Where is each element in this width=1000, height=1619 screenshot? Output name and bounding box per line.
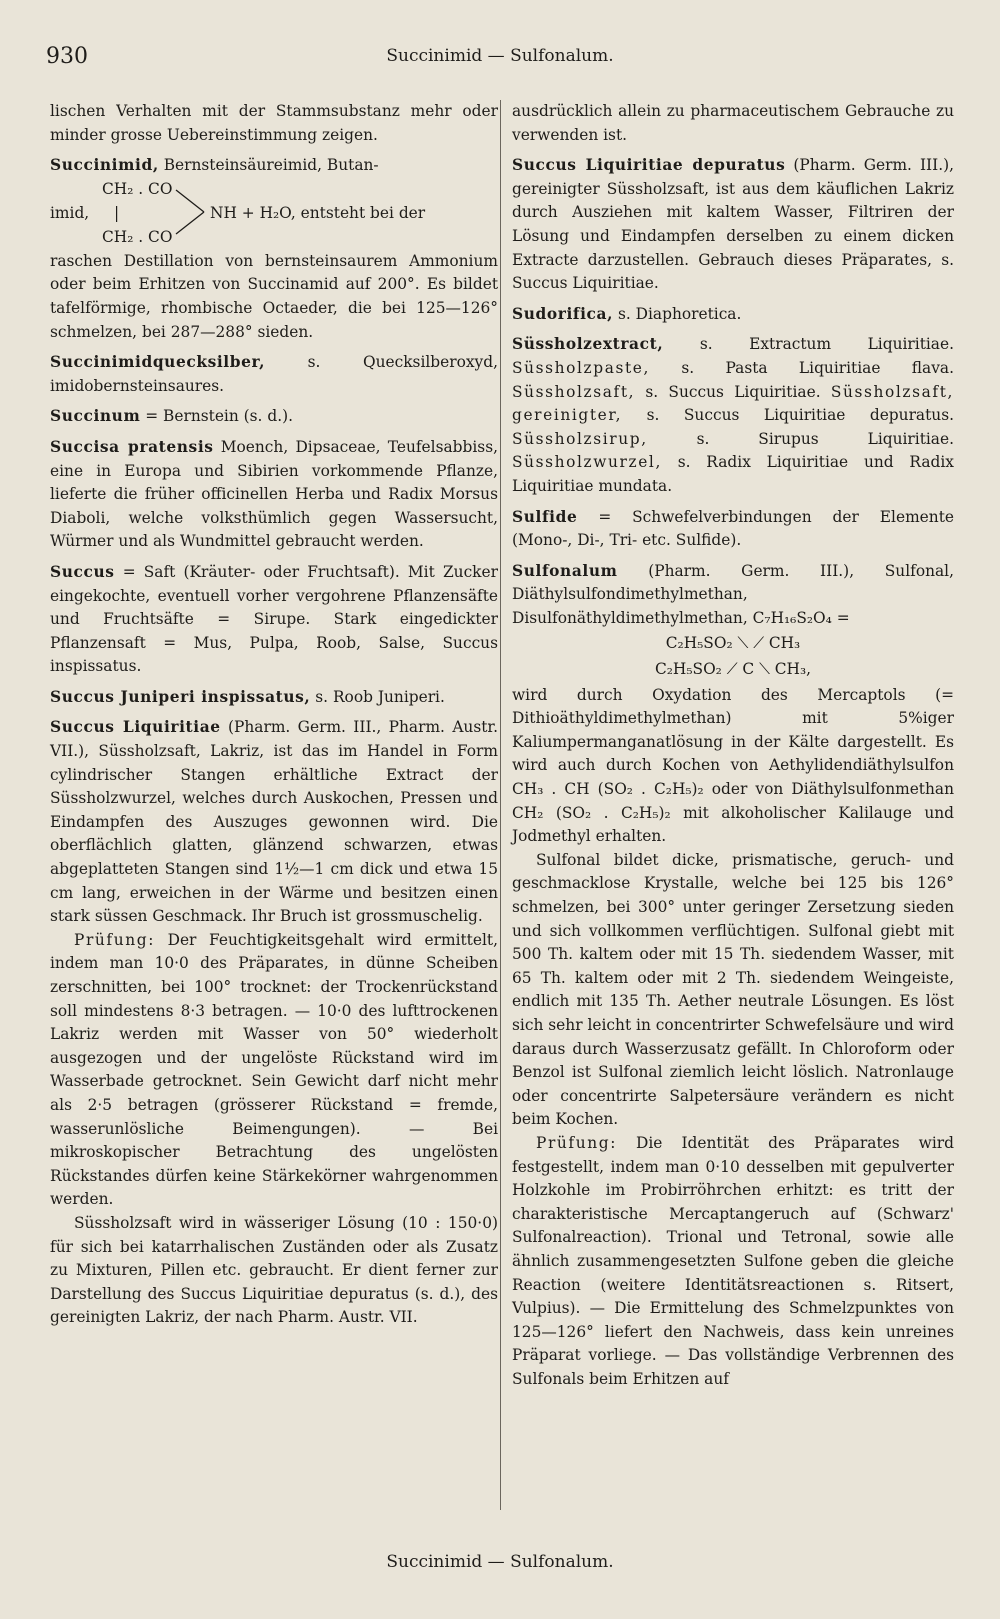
- entry-text: = Schwefelverbindungen der Elemente (Mono-, Di-, Tri- etc. Sulfide).: [512, 507, 954, 550]
- entry-text: s. Quecksilberoxyd, imidobernsteinsaures.: [50, 353, 498, 395]
- formula-top: CH₂ . CO: [102, 179, 173, 198]
- formula-imid: imid,: [50, 203, 90, 222]
- pruefung-text: Die Identität des Präparates wird festgestellt, indem man 0·10 desselben mit gepulverter Holzkohle im Probirröhrchen erhitzt: es tritt der charakteristische Mercaptangeruch auf (Schwarz' Sulfonalreaction). Trional und Tetronal, sowie alle ähnlich zusammengesetzten Sulfone geben die gleiche Reaction (weitere Identitätsreactionen s. Ritsert, Vulpius). — Die Ermittelung des Schmelzpunktes von 125—126° liefert den Nachweis, dass kein unreines Präparat vorliege. — Das vollständige Verbrennen des Sulfonals beim Erhitzen auf: [512, 1133, 954, 1388]
- page-footer: Succinimid — Sulfonalum.: [386, 1552, 614, 1572]
- column-divider: [500, 100, 501, 1510]
- usage-paragraph: Süssholzsaft wird in wässeriger Lösung (10 : 150·0) für sich bei katarrhalischen Zuständen oder als Zusatz zu Mixturen, Pillen etc. gebraucht. Er dient ferner zur Darstellung des Succus Liquiritiae depuratus (s. d.), des gereinigten Lakriz, der nach Pharm. Austr. VII.: [50, 1213, 498, 1327]
- entry-text: (Pharm. Germ. III.), gereinigter Süssholzsaft, ist aus dem käuflichen Lakriz durch Ausziehen mit kaltem Wasser, Filtriren der Lösung und Eindampfen derselben zu einem dicken Extracte darzustellen. Gebrauch dieses Präparates, s. Succus Liquiritiae.: [512, 156, 954, 293]
- sulfonal-description: Sulfonal bildet dicke, prismatische, geruch- und geschmacklose Krystalle, welche bei 125 bis 126° schmelzen, bei 300° unter geringer Zersetzung sieden und sich vollkommen verflüchtigen. Sulfonal giebt mit 500 Th. kaltem oder mit 15 Th. siedendem Wasser, mit 65 Th. kaltem oder mit 2 Th. siedendem Weingeiste, endlich mit 135 Th. Aether neutrale Lösungen. Es löst sich sehr leicht in concentrirter Schwefelsäure und wird daraus durch Wasserzusatz gefällt. In Chloroform oder Benzol ist Sulfonal ziemlich leicht löslich. Natronlauge oder concentrirte Salpetersäure verändern es nicht beim Kochen.: [512, 850, 954, 1129]
- pruefung-paragraph: [512, 1132, 954, 1392]
- formula-bottom: CH₂ . CO: [102, 227, 173, 246]
- cross-ref-text: s. Pasta Liquiritiae flava.: [681, 358, 954, 377]
- cross-ref-text: s. Succus Liquiritiae.: [645, 382, 821, 401]
- headword: Succisa pratensis: [50, 437, 214, 456]
- cross-ref-text: s. Radix Liquiritiae und Radix Liquiritiae mundata.: [512, 453, 954, 495]
- entry-succus-juniperi: [50, 686, 498, 710]
- left-column: [50, 100, 498, 1330]
- paragraph-continuation: lischen Verhalten mit der Stammsubstanz mehr oder minder grosse Uebereinstimmung zeigen.: [50, 102, 498, 144]
- entry-text: = Saft (Kräuter- oder Fruchtsaft). Mit Zucker eingekochte, eventuell vorher vergohrene Pflanzensäfte und Fruchtsäfte = Sirupe. Stark eingedickter Pflanzensaft = Mus, Pulpa, Roob, Salse, Succus inspissatus.: [50, 562, 498, 676]
- pruefung-label: Prüfung:: [74, 930, 155, 949]
- entry-text: s. Roob Juniperi.: [315, 687, 445, 706]
- headword: Succus Liquiritiae depuratus: [512, 156, 786, 175]
- cross-ref-term: Süssholzwurzel,: [512, 453, 662, 472]
- headword: Succus Juniperi inspissatus,: [50, 687, 311, 706]
- headword: Sulfide: [512, 507, 578, 526]
- entry-succinum: [50, 405, 498, 429]
- entry-succinimid: [50, 154, 498, 178]
- right-column: [512, 100, 954, 1391]
- page-header: [0, 40, 1000, 80]
- entry-succus: [50, 561, 498, 679]
- cross-ref-term: Süssholzpaste,: [512, 358, 650, 377]
- cross-ref-term: Süssholzsaft, gereinigter,: [512, 382, 954, 425]
- paragraph-continuation: ausdrücklich allein zu pharmaceutischem Gebrauche zu verwenden ist.: [512, 102, 954, 144]
- entry-text: Moench, Dipsaceae, Teufelsabbiss, eine in Europa und Sibirien vorkommende Pflanze, lieferte die früher officinellen Herba und Radix Morsus Diaboli, welche volksthümlich gegen Wassersucht, Würmer und als Wundmittel gebraucht werden.: [50, 437, 498, 551]
- cross-ref-term: Süssholzsaft,: [512, 382, 636, 401]
- cross-ref-text: s. Sirupus Liquiritiae.: [696, 429, 954, 448]
- entry-text: = Bernstein (s. d.).: [145, 407, 293, 426]
- headword: Sudorifica,: [512, 304, 614, 323]
- headword: Sulfonalum: [512, 561, 618, 580]
- entry-sulfonalum: [512, 560, 954, 631]
- formula-mid: NH + H₂O, entsteht bei der: [210, 203, 426, 222]
- pruefung-label: Prüfung:: [536, 1133, 617, 1152]
- succinimid-formula: [50, 178, 498, 250]
- headword: Succus: [50, 562, 115, 581]
- headword: Succinimidquecksilber,: [50, 353, 266, 372]
- sulfonal-formula-line-2: C₂H₅SO₂ ⟋ C ⟍ CH₃,: [654, 660, 812, 679]
- entry-text: raschen Destillation von bernsteinsaurem Ammonium oder beim Erhitzen von Succinamid auf 200°. Es bildet tafelförmige, rhombische Octaeder, die bei 125—126° schmelzen, bei 287—288° sieden.: [50, 251, 498, 341]
- entry-succus-liquiritiae-depuratus: [512, 154, 954, 296]
- entry-succisa: [50, 436, 498, 554]
- headword: Succus Liquiritiae: [50, 718, 221, 737]
- running-title: Succinimid — Sulfonalum.: [386, 46, 614, 66]
- entry-text: wird durch Oxydation des Mercaptols (= Dithioäthyldimethylmethan) mit 5%iger Kaliumpermanganatlösung in der Kälte dargestellt. Es wird auch durch Kochen von Aethylidendiäthylsulfon CH₃ . CH (SO₂ . C₂H₅)₂ oder von Diäthylsulfonmethan CH₂ (SO₂ . C₂H₅)₂ mit alkoholischer Kalilauge und Jodmethyl erhalten.: [512, 685, 954, 846]
- entry-text: s. Diaphoretica.: [617, 304, 742, 323]
- entry-text: (Pharm. Germ. III., Pharm. Austr. VII.), Süssholzsaft, Lakriz, ist das im Handel in Form cylindrischer Stangen erhältliche Extract der Süssholzwurzel, welches durch Auskochen, Pressen und Eindampfen des Auszuges gewonnen wird. Die oberflächlich glatten, glänzend schwarzen, etwas abgeplatteten Stangen sind 1½—1 cm dick und etwa 15 cm lang, erweichen in der Wärme und besitzen einen stark süssen Geschmack. Ihr Bruch ist grossmuschelig.: [50, 718, 498, 926]
- entry-sudorifica: [512, 303, 954, 327]
- entry-succus-liquiritiae: [50, 716, 498, 928]
- pruefung-paragraph: [50, 929, 498, 1212]
- headword: Succinimid,: [50, 156, 159, 175]
- entry-succinimidquecksilber: [50, 351, 498, 398]
- entry-text: s. Extractum Liquiritiae.: [699, 335, 954, 354]
- cross-ref-text: s. Succus Liquiritiae depuratus.: [646, 406, 954, 425]
- formula-bracket: [174, 188, 208, 238]
- entry-text: (Pharm. Germ. III.), Sulfonal, Diäthylsulfondimethylmethan, Disulfonäthyldimethylmethan, C₇H₁₆S₂O₄ =: [512, 561, 954, 627]
- formula-bar: |: [114, 203, 120, 222]
- entry-sulfide: [512, 506, 954, 553]
- entry-text: Bernsteinsäureimid, Butan-: [163, 156, 379, 175]
- headword: Süssholzextract,: [512, 335, 664, 354]
- sulfonal-formula-line-1: C₂H₅SO₂ ⟍ ⟋ CH₃: [665, 634, 801, 653]
- entry-suessholzextract: [512, 333, 954, 498]
- pruefung-text: Der Feuchtigkeitsgehalt wird ermittelt, indem man 10·0 des Präparates, in dünne Scheiben zerschnitten, bei 100° trocknet: der Trockenrückstand soll mindestens 8·3 betragen. — 10·0 des lufttrockenen Lakriz werden mit Wasser von 50° wiederholt ausgezogen und der ungelöste Rückstand wird im Wasserbade getrocknet. Sein Gewicht darf nicht mehr als 2·5 betragen (grösserer Rückstand = fremde, wasserunlösliche Beimengungen). — Bei mikroskopischer Betrachtung des ungelösten Rückstandes dürfen keine Stärkekörner wahrgenommen werden.: [50, 930, 498, 1209]
- headword: Succinum: [50, 407, 141, 426]
- cross-ref-term: Süssholzsirup,: [512, 429, 648, 448]
- page-number: 930: [46, 44, 88, 69]
